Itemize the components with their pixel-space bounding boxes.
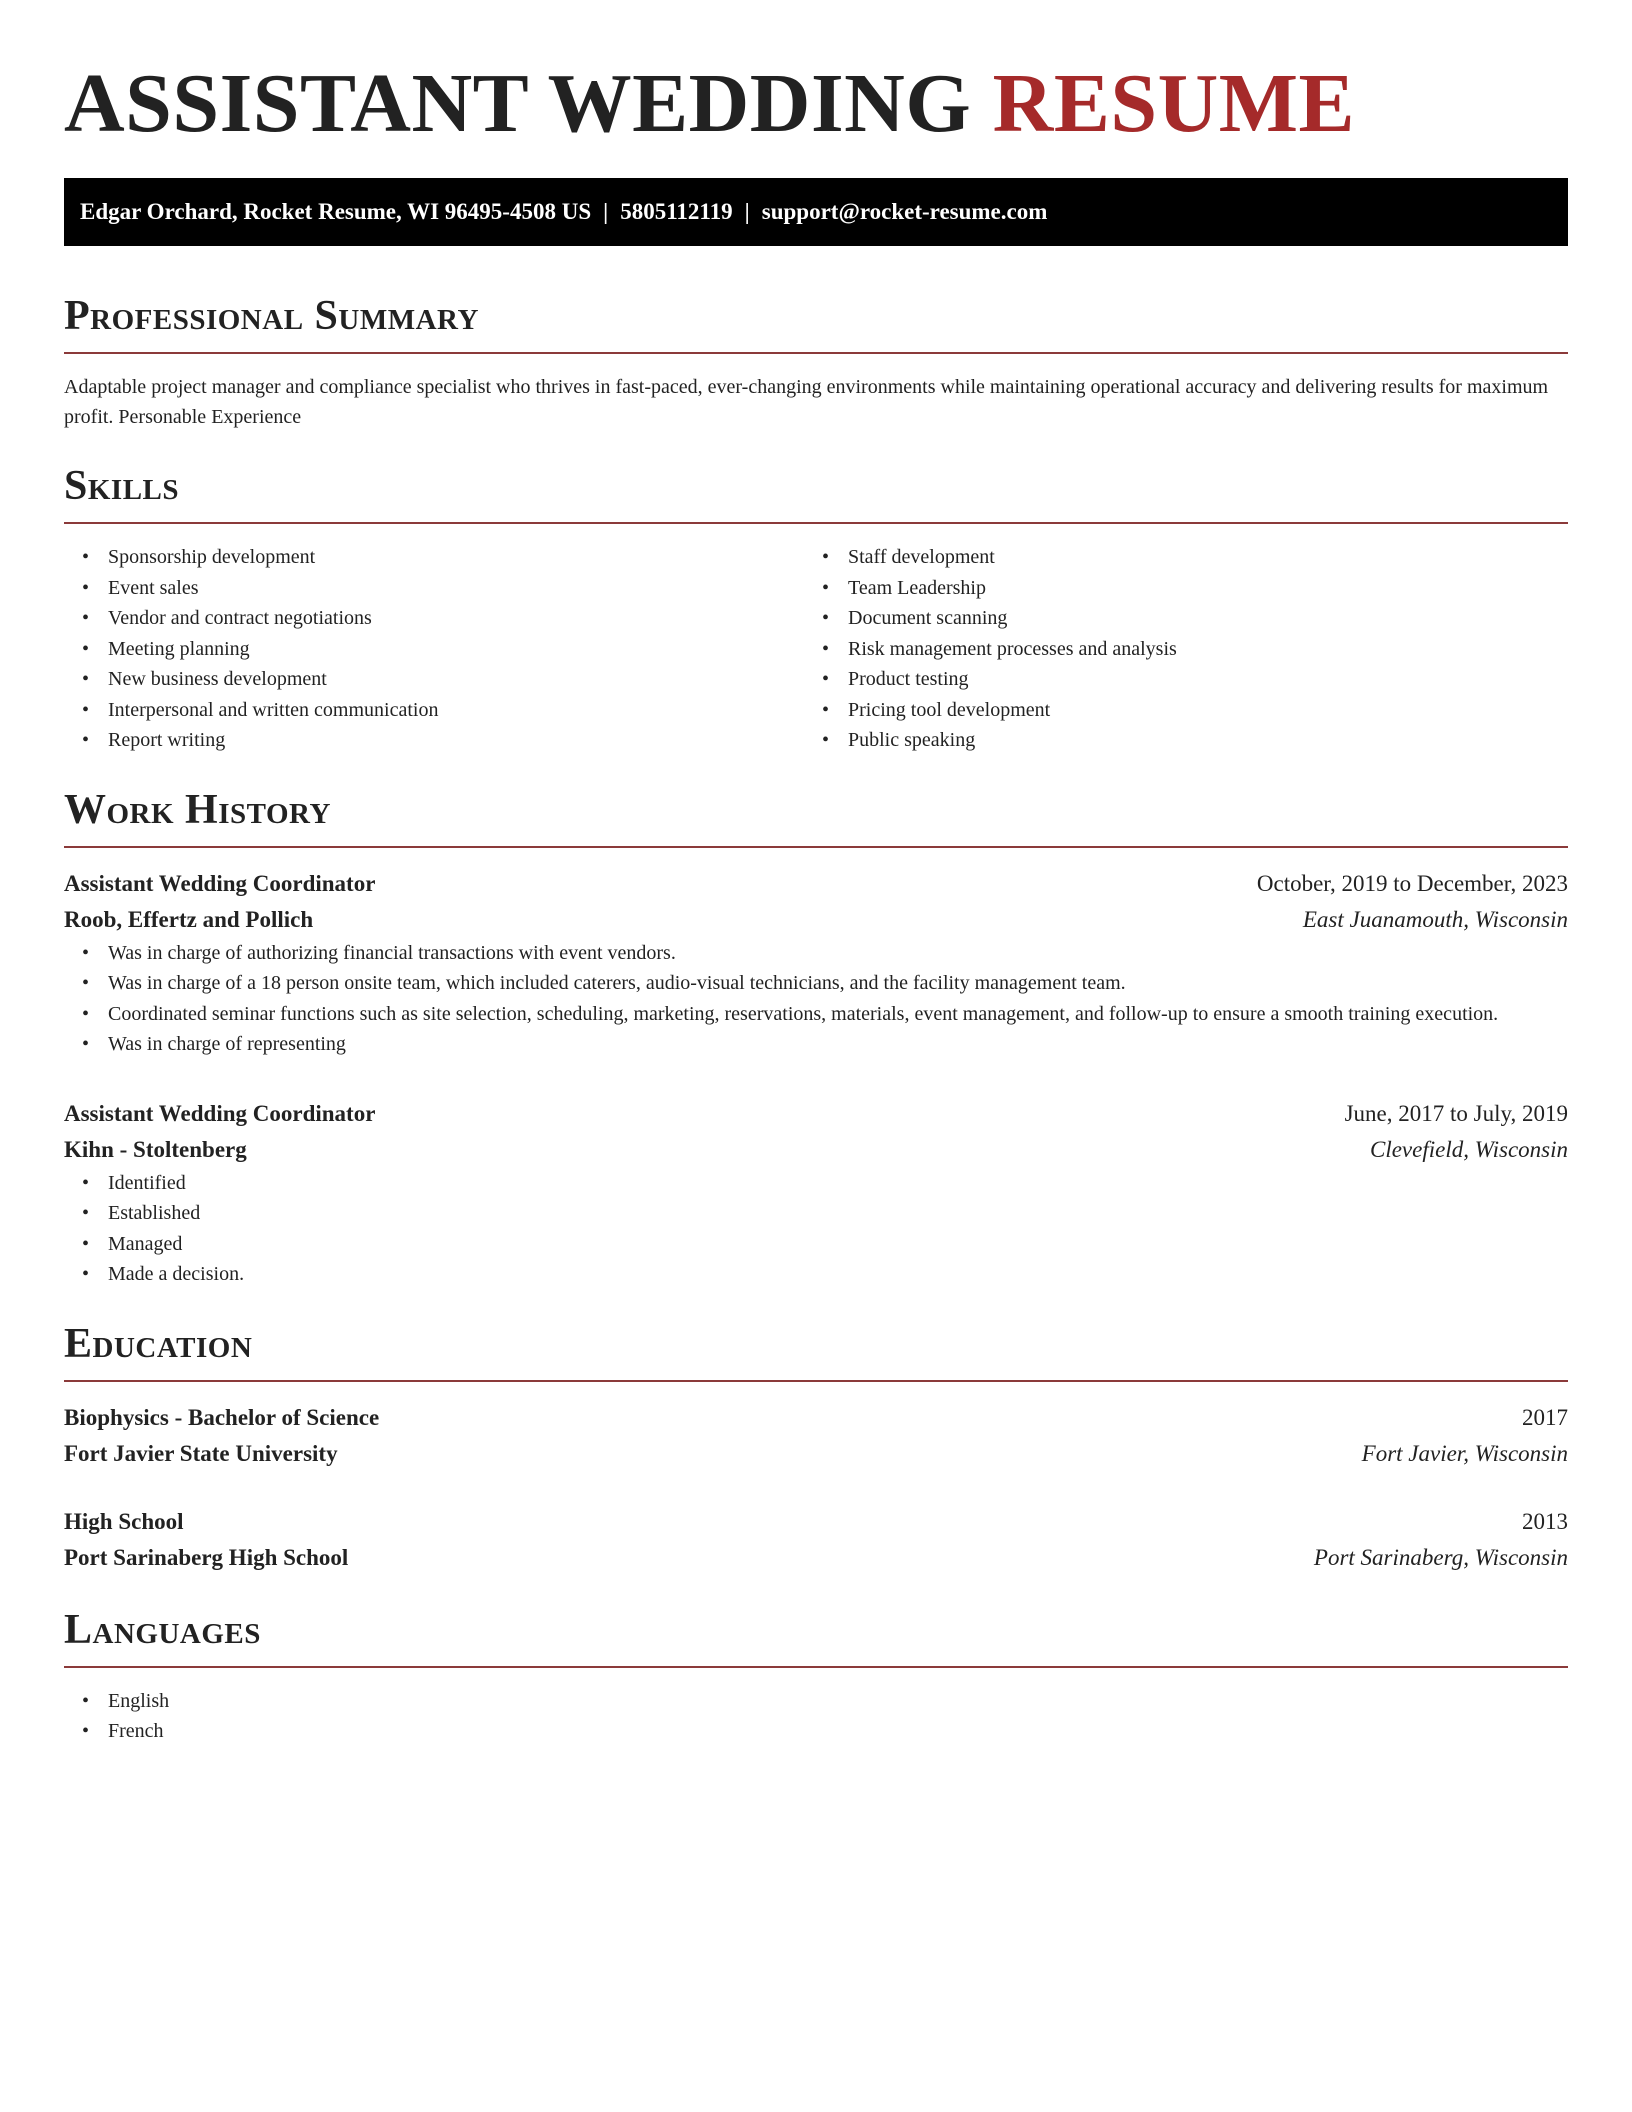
education-degree-row: [64, 1400, 1568, 1436]
education-entry: [64, 1504, 1568, 1576]
education-year: 2013: [1522, 1508, 1568, 1534]
section-divider: [64, 1380, 1568, 1382]
education-school: Fort Javier State University: [64, 1440, 338, 1466]
skill-item: • Staff development: [848, 542, 1544, 573]
skills-list-left: [64, 542, 804, 756]
education-school-row: [64, 1436, 1568, 1472]
section-divider: [64, 1666, 1568, 1668]
section-divider: [64, 846, 1568, 848]
education-year: 2017: [1522, 1404, 1568, 1430]
job-bullets: [64, 938, 1568, 1060]
job-company-row: [64, 902, 1568, 938]
skill-item: • Meeting planning: [108, 634, 804, 665]
contact-phone[interactable]: 5805112119: [620, 199, 733, 224]
job-bullet: • Managed: [108, 1229, 1568, 1260]
contact-separator: |: [744, 199, 750, 224]
education-section: [64, 1318, 1568, 1576]
education-heading: Education: [64, 1320, 253, 1367]
education-degree: High School: [64, 1508, 184, 1534]
education-degree: Biophysics - Bachelor of Science: [64, 1404, 380, 1430]
language-item: • English: [108, 1686, 1568, 1717]
skill-item: • New business development: [108, 664, 804, 695]
job-title: Assistant Wedding Coordinator: [64, 870, 376, 896]
contact-address: Edgar Orchard, Rocket Resume, WI 96495-4508 US: [80, 199, 592, 224]
job-title-row: [64, 1096, 1568, 1132]
skills-list-right: [804, 542, 1544, 756]
job-bullet: • Made a decision.: [108, 1259, 1568, 1290]
job-company: Kihn - Stoltenberg: [64, 1136, 247, 1162]
contact-email[interactable]: support@rocket-resume.com: [761, 199, 1048, 224]
section-divider: [64, 522, 1568, 524]
skill-item: • Public speaking: [848, 725, 1544, 756]
job-dates: June, 2017 to July, 2019: [1344, 1100, 1568, 1126]
skill-item: • Vendor and contract negotiations: [108, 603, 804, 634]
education-location: Port Sarinaberg, Wisconsin: [1313, 1544, 1568, 1570]
education-entry: [64, 1400, 1568, 1472]
job-bullet: • Coordinated seminar functions such as site selection, scheduling, marketing, reservations, materials, event management, and follow-up to ensure a smooth training execution.: [108, 999, 1568, 1030]
job-company-row: [64, 1132, 1568, 1168]
job-bullet: • Established: [108, 1198, 1568, 1229]
job-bullet: • Was in charge of a 18 person onsite team, which included caterers, audio-visual technicians, and the facility management team.: [108, 968, 1568, 999]
title-main: ASSISTANT WEDDING: [64, 57, 972, 150]
language-item: • French: [108, 1716, 1568, 1747]
skill-item: • Interpersonal and written communication: [108, 695, 804, 726]
skills-column-right: [804, 542, 1544, 756]
education-school: Port Sarinaberg High School: [64, 1544, 349, 1570]
languages-heading: Languages: [64, 1606, 261, 1653]
job-title-row: [64, 866, 1568, 902]
job-bullet: • Identified: [108, 1168, 1568, 1199]
job-entry: [64, 1096, 1568, 1290]
job-bullet: • Was in charge of representing: [108, 1029, 1568, 1060]
job-location: East Juanamouth, Wisconsin: [1302, 906, 1568, 932]
job-entry: [64, 866, 1568, 1060]
contact-bar: [64, 178, 1568, 246]
skill-item: • Sponsorship development: [108, 542, 804, 573]
job-bullet: • Was in charge of authorizing financial transactions with event vendors.: [108, 938, 1568, 969]
languages-list: [64, 1686, 1568, 1747]
skill-item: • Product testing: [848, 664, 1544, 695]
languages-section: [64, 1604, 1568, 1747]
job-bullets: [64, 1168, 1568, 1290]
job-location: Clevefield, Wisconsin: [1369, 1136, 1568, 1162]
resume-title: [64, 0, 1568, 152]
skills-heading: Skills: [64, 463, 180, 509]
work-history-section: [64, 784, 1568, 1290]
skill-item: • Pricing tool development: [848, 695, 1544, 726]
contact-separator: |: [603, 199, 609, 224]
summary-section: [64, 290, 1568, 432]
skill-item: • Report writing: [108, 725, 804, 756]
education-degree-row: [64, 1504, 1568, 1540]
job-company: Roob, Effertz and Pollich: [64, 906, 314, 932]
education-location: Fort Javier, Wisconsin: [1361, 1440, 1568, 1466]
job-title: Assistant Wedding Coordinator: [64, 1100, 376, 1126]
skills-grid: [64, 542, 1568, 756]
skills-section: [64, 460, 1568, 756]
skill-item: • Team Leadership: [848, 573, 1544, 604]
summary-text: Adaptable project manager and compliance specialist who thrives in fast-paced, ever-changing environments while maintaining operational accuracy and delivering results for maximum profit. Personable Experience: [64, 376, 1549, 428]
summary-heading: Professional Summary: [64, 293, 479, 339]
education-school-row: [64, 1540, 1568, 1576]
skill-item: • Risk management processes and analysis: [848, 634, 1544, 665]
work-history-heading: Work History: [64, 786, 331, 833]
skills-column-left: [64, 542, 804, 756]
title-accent: RESUME: [992, 57, 1356, 150]
skill-item: • Event sales: [108, 573, 804, 604]
skill-item: • Document scanning: [848, 603, 1544, 634]
job-dates: October, 2019 to December, 2023: [1256, 870, 1568, 896]
section-divider: [64, 352, 1568, 354]
